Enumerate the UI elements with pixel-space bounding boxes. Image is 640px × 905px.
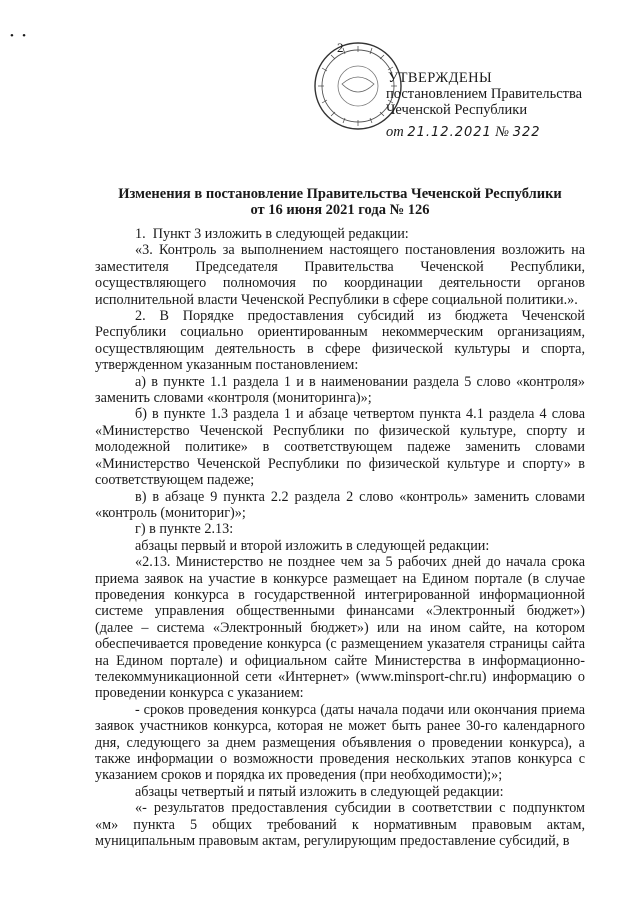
paragraph: «3. Контроль за выполнением настоящего постановления возложить на заместителя Председателя Правительства Чеченской Республики, осуществляющего полномочия по координации деятельности органов исполнительной власти Чеченской Республики в сфере социальной политики.».: [95, 242, 585, 308]
title-line-1: Изменения в постановление Правительства Чеченской Республики: [118, 186, 562, 202]
handwritten-date: 21.12.2021: [407, 125, 492, 140]
date-prefix: от: [386, 124, 404, 140]
paragraph: 1. Пункт 3 изложить в следующей редакции:: [135, 226, 409, 242]
approval-status: УТВЕРЖДЕНЫ: [388, 70, 493, 86]
paragraph: «- результатов предоставления субсидии в соответствии с подпунктом «м» пункта 5 общих требований к нормативным правовым актам, муниципальным правовым актам, регулирующим предоставление субсидий, в: [95, 800, 585, 850]
page-number: 2: [337, 40, 344, 55]
paragraph: абзацы четвертый и пятый изложить в следующей редакции:: [135, 783, 504, 800]
paragraph: в) в абзаце 9 пункта 2.2 раздела 2 слово «контроль» заменить словами «контроль (мониториг)»;: [95, 488, 585, 521]
document-title: [95, 186, 585, 218]
approval-region: Чеченской Республики: [386, 102, 528, 118]
paragraph: г) в пункте 2.13:: [135, 521, 234, 538]
title-line-2: от 16 июня 2021 года № 126: [250, 202, 430, 218]
document-body: [95, 226, 585, 849]
paragraph: 2. В Порядке предоставления субсидий из бюджета Чеченской Республики социально ориентированным некоммерческим организациям, осуществляющим деятельность в сфере физической культуры и спорта, утвержденном указанным постановлением:: [95, 308, 585, 374]
paragraph: б) в пункте 1.3 раздела 1 и абзаце четвертом пункта 4.1 раздела 4 слова «Министерство Чеченской Республики по физической культуре, спорту и молодежной политике» в соответствующем падеже заменить словами «Министерство Чеченской Республики по физической культуре и спорту» в соответствующем падеже;: [95, 406, 585, 489]
paragraph: а) в пункте 1.1 раздела 1 и в наименовании раздела 5 слово «контроля» заменить словами «контроля (мониторинга)»;: [95, 373, 585, 407]
approval-date-number: [366, 124, 606, 141]
scan-artifact-dots: • •: [10, 30, 26, 42]
paragraph: «2.13. Министерство не позднее чем за 5 рабочих дней до начала срока приема заявок на участие в конкурсе размещает на Едином портале (в случае проведения конкурса в государственной интегрированной информационной системе управления общественными финансами «Электронный бюджет») (далее – система «Электронный бюджет») или на ином сайте, на котором обеспечивается проведение конкурса (с размещением указателя страницы сайта на Едином портале) и официальном сайте Министерства в информационно-телекоммуникационной сети «Интернет» (www.minsport-chr.ru) информацию о проведении конкурса с указанием:: [95, 554, 585, 702]
paragraph: абзацы первый и второй изложить в следующей редакции:: [135, 537, 490, 554]
approval-authority: постановлением Правительства: [386, 86, 583, 102]
number-prefix: №: [495, 124, 510, 140]
paragraph: - сроков проведения конкурса (даты начала подачи или окончания приема заявок участников конкурса, которая не может быть ранее 30-го календарного дня, следующего за днем размещения объявления о проведении конкурса), а также информации о возможности проведения нескольких этапов конкурса с указанием сроков и порядка их проведения (при необходимости);»;: [95, 701, 585, 784]
approval-block: [366, 70, 606, 141]
handwritten-number: 322: [512, 125, 541, 140]
